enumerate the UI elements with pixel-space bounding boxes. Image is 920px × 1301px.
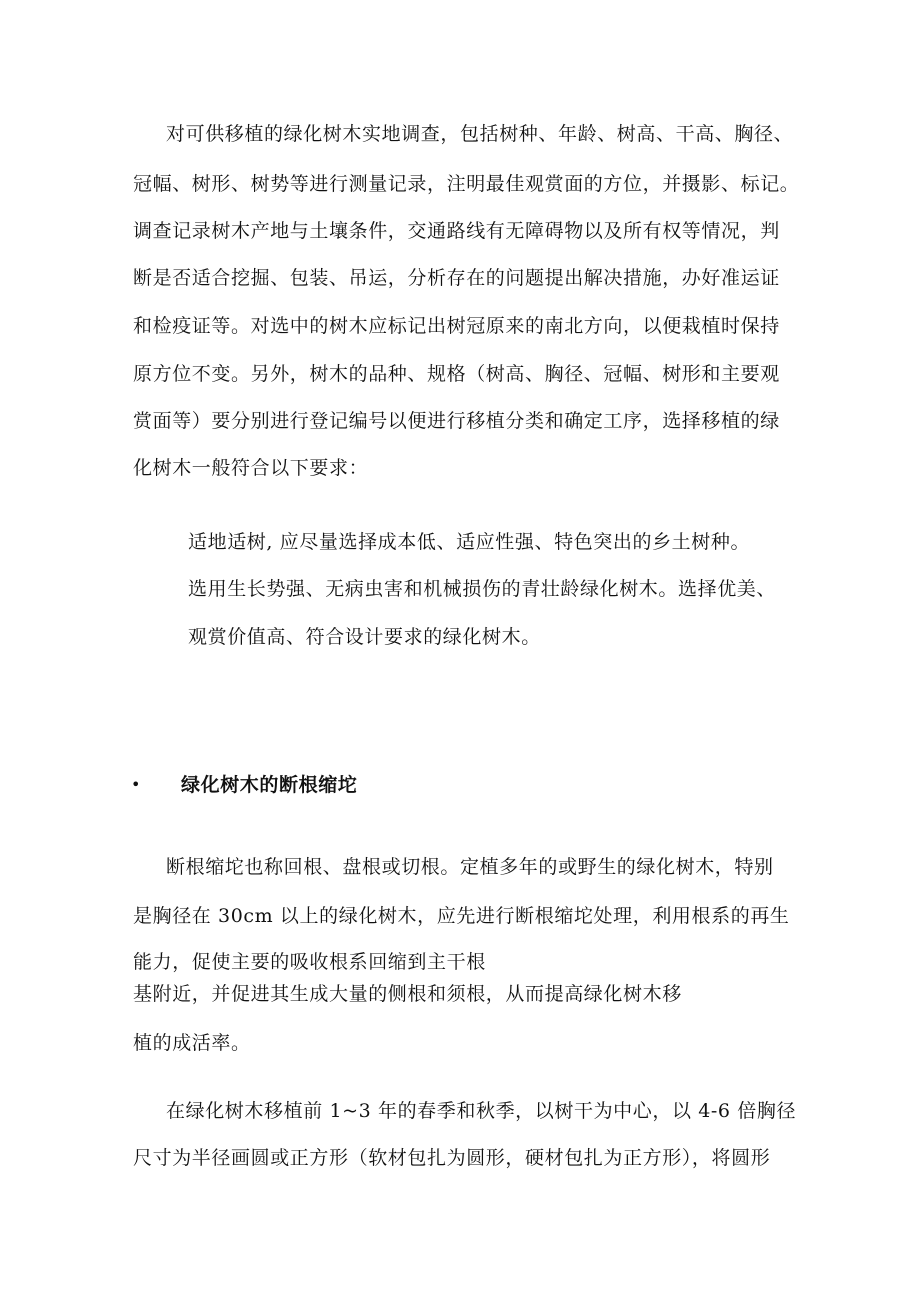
paragraph-1-line-6: 原方位不变。另外，树木的品种、规格（树高、胸径、冠幅、树形和主要观 [133, 363, 780, 385]
paragraph-1-line-3: 调查记录树木产地与土壤条件，交通路线有无障碍物以及所有权等情况，判 [133, 220, 780, 242]
requirement-line-3: 观赏价值高、符合设计要求的绿化树木。 [188, 626, 541, 648]
paragraph-3-line-2: 尺寸为半径画圆或正方形（软材包扎为圆形，硬材包扎为正方形），将圆形 [133, 1147, 771, 1169]
section-heading: 绿化树木的断根缩坨 [181, 774, 358, 796]
paragraph-1-line-4: 断是否适合挖掘、包装、吊运，分析存在的问题提出解决措施，办好准运证 [133, 267, 780, 289]
paragraph-1-line-5: 和检疫证等。对选中的树木应标记出树冠原来的南北方向，以便栽植时保持 [133, 315, 780, 337]
paragraph-2-line-1: 断根缩坨也称回根、盘根或切根。定植多年的或野生的绿化树木，特别 [166, 856, 774, 878]
requirement-line-1: 适地适树, 应尽量选择成本低、适应性强、特色突出的乡土树种。 [188, 531, 751, 553]
paragraph-1-line-7: 赏面等）要分别进行登记编号以便进行移植分类和确定工序，选择移植的绿 [133, 410, 780, 432]
paragraph-2-line-5: 植的成活率。 [133, 1032, 251, 1054]
paragraph-2-line-4: 基附近，并促进其生成大量的侧根和须根，从而提高绿化树木移 [133, 983, 682, 1005]
paragraph-2-line-2: 是胸径在 30cm 以上的绿化树木，应先进行断根缩坨处理，利用根系的再生 [133, 905, 790, 927]
paragraph-1-line-8: 化树木一般符合以下要求： [133, 457, 369, 479]
section-bullet: • [131, 775, 141, 794]
paragraph-2-line-3: 能力，促使主要的吸收根系回缩到主干根 [133, 951, 486, 973]
paragraph-1-line-1: 对可供移植的绿化树木实地调查，包括树种、年龄、树高、干高、胸径、 [166, 123, 794, 145]
paragraph-3-line-1: 在绿化树木移植前 1~3 年的春季和秋季，以树干为中心，以 4-6 倍胸径 [166, 1100, 797, 1122]
requirement-line-2: 选用生长势强、无病虫害和机械损伤的青壮龄绿化树木。选择优美、 [188, 578, 777, 600]
paragraph-1-line-2: 冠幅、树形、树势等进行测量记录，注明最佳观赏面的方位，并摄影、标记。 [133, 173, 800, 195]
